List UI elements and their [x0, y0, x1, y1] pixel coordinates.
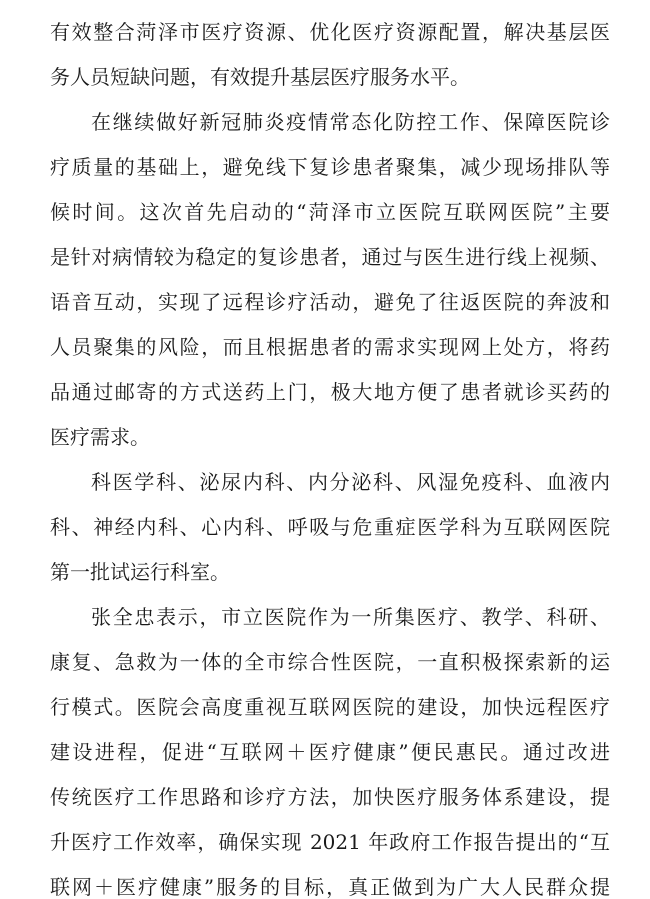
text-line-12: 科、神经内科、心内科、呼吸与危重症医学科为互联网医院	[50, 515, 610, 539]
text-line-4: 疗质量的基础上，避免线下复诊患者聚集，减少现场排队等	[50, 155, 610, 179]
text-line-16: 行模式。医院会高度重视互联网医院的建设，加快远程医疗	[50, 695, 610, 719]
text-line-17: 建设进程，促进“互联网＋医疗健康”便民惠民。通过改进	[50, 740, 610, 764]
text-line-2: 务人员短缺问题，有效提升基层医疗服务水平。	[50, 65, 470, 89]
text-line-6: 是针对病情较为稳定的复诊患者，通过与医生进行线上视频、	[50, 245, 610, 269]
text-line-9: 品通过邮寄的方式送药上门，极大地方便了患者就诊买药的	[50, 380, 610, 404]
text-line-10: 医疗需求。	[50, 425, 150, 449]
text-line-3: 在继续做好新冠肺炎疫情常态化防控工作、保障医院诊	[91, 110, 610, 134]
text-line-13: 第一批试运行科室。	[50, 560, 230, 584]
text-line-5: 候时间。这次首先启动的“菏泽市立医院互联网医院”主要	[50, 200, 610, 224]
text-line-19: 升医疗工作效率，确保实现 2021 年政府工作报告提出的“互	[50, 830, 610, 854]
text-line-11: 科医学科、泌尿内科、内分泌科、风湿免疫科、血液内	[91, 470, 610, 494]
text-line-18: 传统医疗工作思路和诊疗方法，加快医疗服务体系建设，提	[50, 785, 610, 809]
text-line-7: 语音互动，实现了远程诊疗活动，避免了往返医院的奔波和	[50, 290, 610, 314]
text-line-1: 有效整合菏泽市医疗资源、优化医疗资源配置，解决基层医	[50, 20, 610, 44]
text-line-20: 联网＋医疗健康”服务的目标，真正做到为广大人民群众提	[50, 875, 610, 899]
text-line-14: 张全忠表示，市立医院作为一所集医疗、教学、科研、	[91, 605, 610, 629]
text-line-8: 人员聚集的风险，而且根据患者的需求实现网上处方，将药	[50, 335, 610, 359]
text-line-15: 康复、急救为一体的全市综合性医院，一直积极探索新的运	[50, 650, 610, 674]
